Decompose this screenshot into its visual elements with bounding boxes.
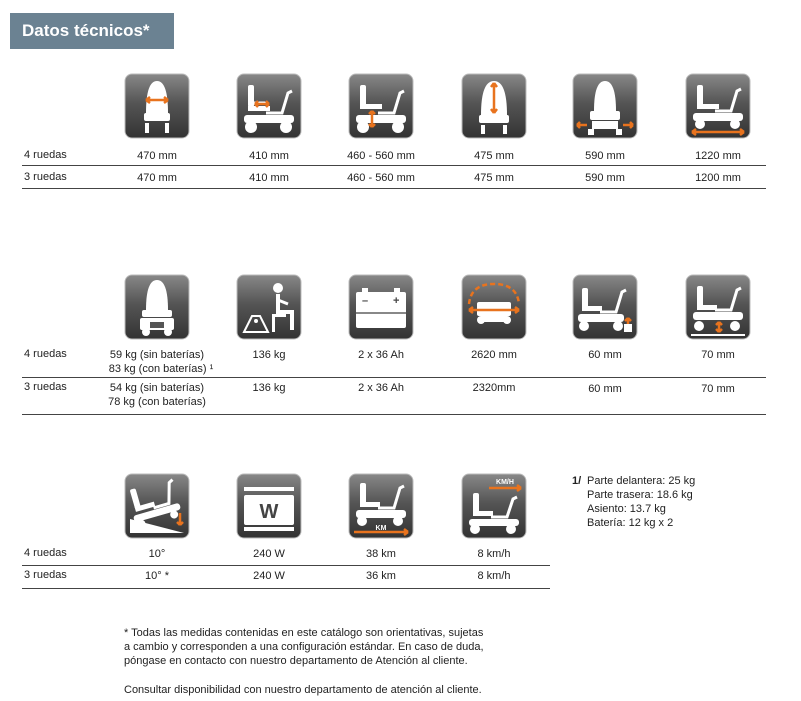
spec-value: 60 mm (588, 349, 622, 361)
section-title: Datos técnicos* (10, 13, 174, 49)
range-km-label: KM (375, 525, 387, 532)
backrest-height-icon (461, 73, 527, 139)
spec-value: 59 kg (sin baterías) (109, 349, 205, 361)
spec-value: 460 - 560 mm (347, 172, 415, 184)
spec-value: 475 mm (474, 150, 514, 162)
spec-value: 1200 mm (695, 172, 741, 184)
row-label-3-wheels: 3 ruedas (24, 569, 67, 581)
divider (22, 588, 550, 589)
spec-value: 2 x 36 Ah (358, 382, 404, 394)
speed-kmh-label: KM/H (496, 479, 514, 486)
spec-value: 8 km/h (477, 548, 511, 560)
motor-watt-label: W (259, 501, 279, 523)
spec-value: 54 kg (sin baterías) (109, 382, 205, 394)
spec-value: 410 mm (249, 172, 289, 184)
row-label-4-wheels: 4 ruedas (24, 149, 67, 161)
row-label-3-wheels: 3 ruedas (24, 381, 67, 393)
overall-width-icon (572, 73, 638, 139)
weight-note-line: Parte delantera: 25 kg (587, 475, 696, 487)
spec-value: 83 kg (con baterías) ¹ (108, 363, 214, 375)
row-label-4-wheels: 4 ruedas (24, 348, 67, 360)
spec-value: 590 mm (585, 150, 625, 162)
footnote-line: a cambio y corresponden a una configuración estándar. En caso de duda, (124, 641, 484, 653)
divider (22, 414, 766, 415)
spec-value: 70 mm (701, 383, 735, 395)
divider (22, 377, 766, 378)
divider (22, 565, 550, 566)
speed-icon (461, 473, 527, 539)
range-icon (348, 473, 414, 539)
spec-value: 10° * (145, 570, 169, 582)
row-label-4-wheels: 4 ruedas (24, 547, 67, 559)
spec-value: 136 kg (252, 382, 286, 394)
spec-value: 38 km (366, 548, 396, 560)
spec-value: 10° (148, 548, 166, 560)
footnote-line: póngase en contacto con nuestro departamento de Atención al cliente. (124, 655, 468, 667)
spec-value: 590 mm (585, 172, 625, 184)
weight-icon (124, 274, 190, 340)
spec-value: 240 W (253, 548, 285, 560)
spec-value: 36 km (366, 570, 396, 582)
weight-note-line: Batería: 12 kg x 2 (587, 517, 674, 529)
seat-height-icon (348, 73, 414, 139)
obstacle-height-icon (572, 274, 638, 340)
spec-value: 2620 mm (471, 349, 517, 361)
spec-value: 460 - 560 mm (347, 150, 415, 162)
row-label-3-wheels: 3 ruedas (24, 171, 67, 183)
spec-value: 60 mm (588, 383, 622, 395)
spec-value: 470 mm (137, 150, 177, 162)
spec-value: 78 kg (con baterías) (108, 396, 206, 408)
divider (22, 165, 766, 166)
spec-value: 70 mm (701, 349, 735, 361)
spec-value: 1220 mm (695, 150, 741, 162)
seat-depth-icon (236, 73, 302, 139)
user-weight-icon (236, 274, 302, 340)
spec-value: 470 mm (137, 172, 177, 184)
contact-note: Consultar disponibilidad con nuestro departamento de atención al cliente. (124, 684, 482, 696)
weight-note-line: Parte trasera: 18.6 kg (587, 489, 693, 501)
spec-value: 8 km/h (477, 570, 511, 582)
divider (22, 188, 766, 189)
spec-value: 136 kg (252, 349, 286, 361)
spec-value: 410 mm (249, 150, 289, 162)
seat-width-icon (124, 73, 190, 139)
weight-note-line: Asiento: 13.7 kg (587, 503, 666, 515)
ground-clearance-icon (685, 274, 751, 340)
overall-length-icon (685, 73, 751, 139)
battery-icon (348, 274, 414, 340)
slope-icon (124, 473, 190, 539)
footnote-line: * Todas las medidas contenidas en este catálogo son orientativas, sujetas (124, 627, 484, 639)
spec-value: 475 mm (474, 172, 514, 184)
spec-value: 240 W (253, 570, 285, 582)
spec-value: 2320mm (472, 382, 516, 394)
battery-plus-label: + (393, 295, 400, 307)
battery-minus-label: – (362, 295, 369, 307)
motor-power-icon (236, 473, 302, 539)
turning-radius-icon (461, 274, 527, 340)
weight-note-marker: 1/ (572, 475, 582, 487)
spec-value: 2 x 36 Ah (358, 349, 404, 361)
